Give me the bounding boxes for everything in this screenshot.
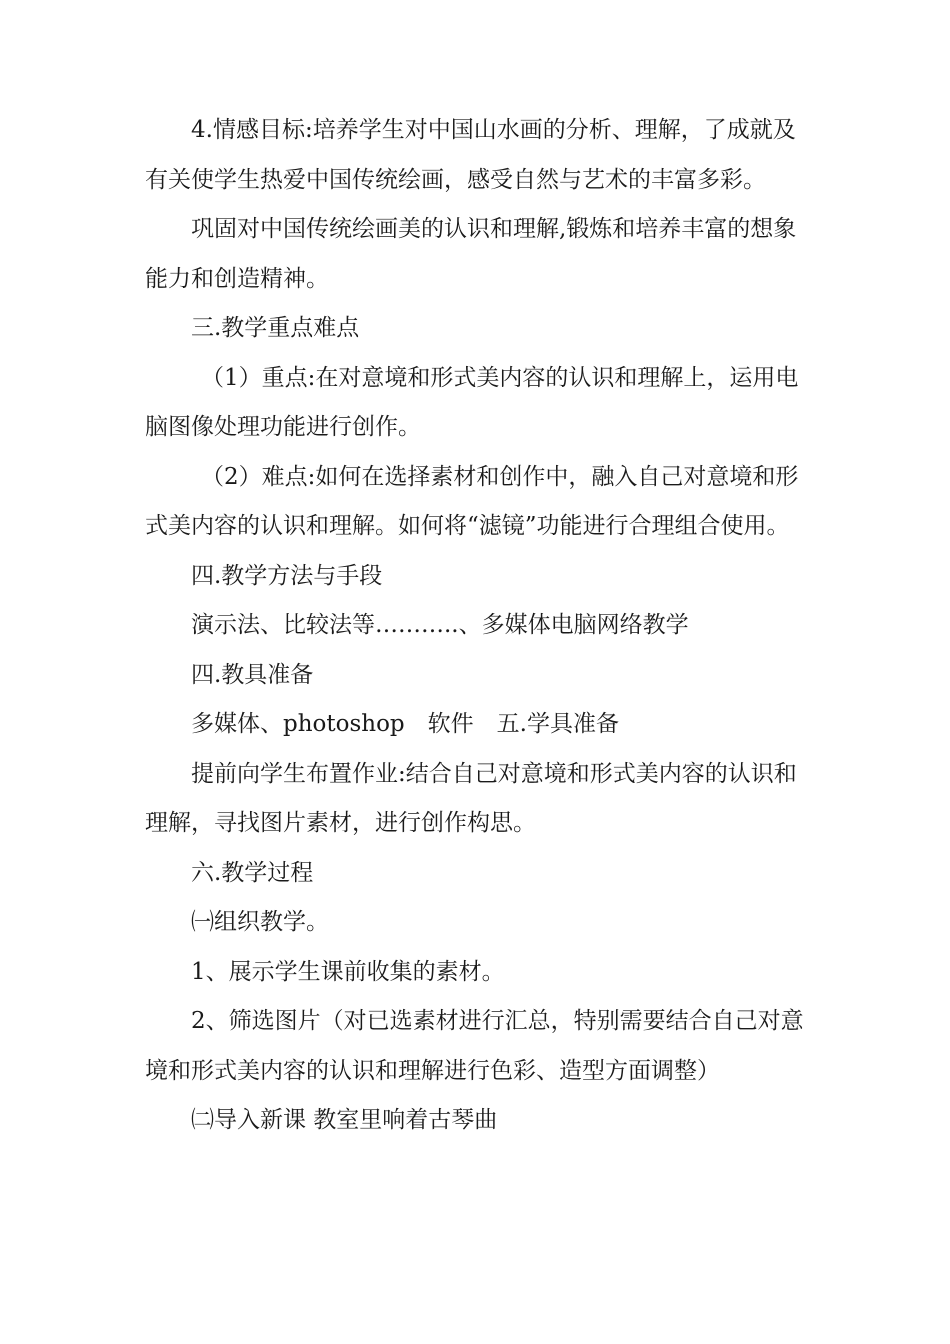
heading-teaching-process: 六.教学过程 [191,859,314,886]
paragraph-methods: 演示法、比较法等………..、多媒体电脑网络教学 [191,612,689,638]
paragraph-difficult-point: （2）难点:如何在选择素材和创作中，融入自己对意境和形式美内容的认识和理解。如何将“滤镜”功能进行合理组合使用。 [145,463,799,539]
paragraph-emotion-goal: 4.情感目标:培养学生对中国山水画的分析、理解，了成就及有关使学生热爱中国传统绘画，感受自然与艺术的丰富多彩。 [145,117,796,193]
heading-teaching-methods: 四.教学方法与手段 [191,562,383,589]
paragraph-aids: 多媒体、photoshop 软件 五.学具准备 [191,711,619,737]
paragraph-consolidate: 巩固对中国传统绘画美的认识和理解,锻炼和培养丰富的想象能力和创造精神。 [145,216,797,292]
list-item-show-materials: 1、展示学生课前收集的素材。 [191,958,505,985]
paragraph-homework: 提前向学生布置作业:结合自己对意境和形式美内容的认识和理解，寻找图片素材，进行创作构思。 [145,760,797,836]
paragraph-key-point: （1）重点:在对意境和形式美内容的认识和理解上，运用电脑图像处理功能进行创作。 [145,364,799,440]
document-body [145,106,815,1146]
heading-key-difficult-points: 三.教学重点难点 [191,315,360,341]
list-item-filter-images: 2、筛选图片（对已选素材进行汇总，特别需要结合自己对意境和形式美内容的认识和理解进行色彩、造型方面调整） [145,1008,804,1084]
paragraph-organize: ㈠组织教学。 [191,909,329,935]
heading-teaching-aids: 四.教具准备 [191,661,314,688]
paragraph-introduce-lesson: ㈡导入新课 教室里响着古琴曲 [191,1107,498,1133]
